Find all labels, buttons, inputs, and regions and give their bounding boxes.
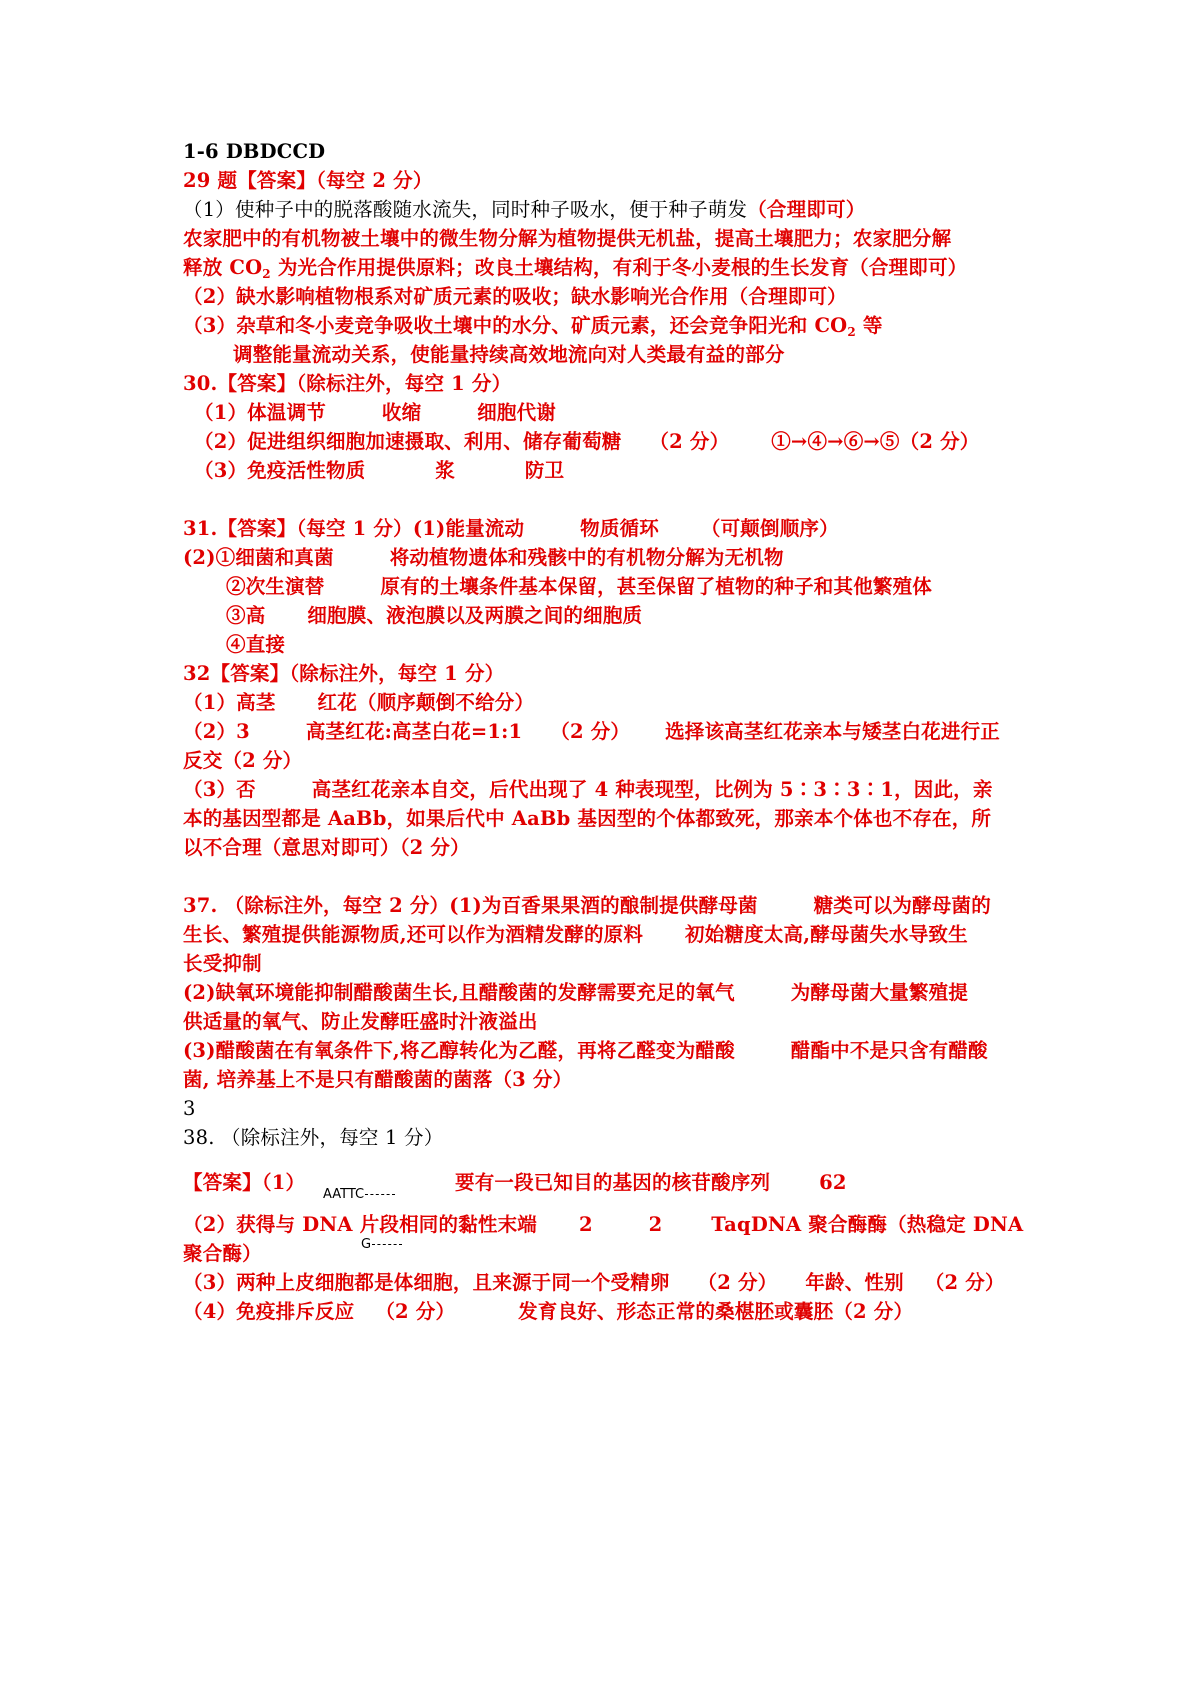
sticky-end-bottom-strand [323, 1237, 402, 1252]
q29-part1-text: （1）使种子中的脱落酸随水流失，同时种子吸水，便于种子萌发 [183, 198, 748, 221]
q30-score-note: （除标注外，每空 1 分） [296, 372, 512, 395]
q37-part3: (3)醋酸菌在有氧条件下,将乙醇转化为乙醛，再将乙醛变为醋酸 醋酯中不是只含有醋酸 [183, 1039, 988, 1062]
q31-part2-4: ④直接 [226, 633, 286, 656]
q32-part2-cont: 反交（2 分） [183, 749, 303, 772]
q29-part2: （2）缺水影响植物根系对矿质元素的吸收；缺水影响光合作用（合理即可） [183, 285, 847, 308]
mcq-answers: 1-6 DBDCCD [183, 140, 326, 163]
q29-header [183, 168, 433, 194]
sticky-end-bottom-seq: G [361, 1237, 372, 1252]
q29-title: 29 题【答案】 [183, 169, 317, 192]
q37-part2-cont: 供适量的氧气、防止发酵旺盛时汁液溢出 [183, 1010, 538, 1033]
q29-part3 [183, 313, 883, 345]
q37-header [183, 893, 991, 919]
q29-part3-subscript: 2 [847, 325, 856, 339]
q38-part2-cont: 聚合酶） [183, 1242, 262, 1265]
answer-line-1-6 [183, 139, 325, 165]
q31-part1: (1)能量流动 物质循环 （可颠倒顺序） [412, 517, 839, 540]
q31-title: 31.【答案】 [183, 517, 297, 540]
q32-part3: （3）否 高茎红花亲本自交，后代出现了 4 种表现型，比例为 5∶3∶3∶1，因此，亲 [183, 778, 993, 801]
q38-part1-answer: 要有一段已知目的基因的核苷酸序列 62 [455, 1171, 847, 1194]
q30-title: 30.【答案】 [183, 372, 297, 395]
sticky-end-top-dash [365, 1194, 395, 1195]
q29-part1-note: （合理即可） [747, 198, 866, 221]
q38-part4: （4）免疫排斥反应 （2 分） 发育良好、形态正常的桑椹胚或囊胚（2 分） [183, 1300, 914, 1323]
q31-header [183, 516, 839, 542]
q37-part1-cont2: 长受抑制 [183, 952, 262, 975]
q31-part2-3: ③高 细胞膜、液泡膜以及两膜之间的细胞质 [226, 604, 643, 627]
page-number: 3 [183, 1097, 196, 1120]
q31-part2-2: ②次生演替 原有的土壤条件基本保留，甚至保留了植物的种子和其他繁殖体 [226, 575, 933, 598]
q29-score-note: （每空 2 分） [316, 169, 433, 192]
q32-title: 32【答案】 [183, 662, 290, 685]
q32-part3-cont1: 本的基因型都是 AaBb，如果后代中 AaBb 基因型的个体都致死，那亲本个体也不存在，所 [183, 807, 992, 830]
q29-text-line4: 农家肥中的有机物被土壤中的微生物分解为植物提供无机盐，提高土壤肥力；农家肥分解 [183, 227, 952, 250]
q30-part3: （3）免疫活性物质 浆 防卫 [194, 459, 565, 482]
q30-part1: （1）体温调节 收缩 细胞代谢 [194, 401, 556, 424]
q32-score-note: （除标注外，每空 1 分） [289, 662, 505, 685]
q32-part3-cont2: 以不合理（意思对即可）（2 分） [183, 836, 470, 859]
q29-part3-tail: 等 [855, 314, 883, 337]
sticky-end-top-seq: AATTC [323, 1187, 365, 1202]
q29-co2-subscript: 2 [262, 267, 271, 281]
q37-part3-cont: 菌, 培养基上不是只有醋酸菌的菌落（3 分） [183, 1068, 573, 1091]
q37-part1: (1)为百香果果酒的酿制提供酵母菌 糖类可以为酵母菌的 [449, 894, 991, 917]
q37-score-note: 37. （除标注外，每空 2 分） [183, 894, 450, 917]
sticky-end-bottom-dash [372, 1244, 402, 1245]
q38-part2: （2）获得与 DNA 片段相同的黏性末端 2 2 TaqDNA 聚合酶酶（热稳定 DNA [183, 1213, 1024, 1236]
q38-header: 38. （除标注外，每空 1 分） [183, 1126, 444, 1149]
q29-part1 [183, 197, 865, 223]
q31-part2-1: (2)①细菌和真菌 将动植物遗体和残骸中的有机物分解为无机物 [183, 546, 784, 569]
q29-part3-line2: 调整能量流动关系，使能量持续高效地流向对人类最有益的部分 [233, 343, 785, 366]
q30-part2: （2）促进组织细胞加速摄取、利用、储存葡萄糖 （2 分） ①→④→⑥→⑤（2 分） [194, 430, 980, 453]
q29-part3-text: （3）杂草和冬小麦竞争吸收土壤中的水分、矿质元素，还会竞争阳光和 CO [183, 314, 848, 337]
q32-part2: （2）3 高茎红花:高茎白花=1:1 （2 分） 选择该高茎红花亲本与矮茎白花进行正 [183, 720, 1000, 743]
q29-co2-rest: 为光合作用提供原料；改良土壤结构，有利于冬小麦根的生长发育（合理即可） [270, 256, 968, 279]
q29-text-line5 [183, 255, 967, 287]
q38-part3: （3）两种上皮细胞都是体细胞，且来源于同一个受精卵 （2 分） 年龄、性别 （2 分） [183, 1271, 1005, 1294]
q37-part2: (2)缺氧环境能抑制醋酸菌生长,且醋酸菌的发酵需要充足的氧气 为酵母菌大量繁殖提 [183, 981, 969, 1004]
sticky-end-top-strand [323, 1187, 402, 1202]
q37-part1-cont1: 生长、繁殖提供能源物质,还可以作为酒精发酵的原料 初始糖度太高,酵母菌失水导致生 [183, 923, 968, 946]
q38-part1-label: 【答案】（1） [183, 1171, 306, 1194]
q32-header [183, 661, 504, 687]
q31-score-note: （每空 1 分） [296, 517, 413, 540]
q29-co2-label: 释放 CO [183, 256, 263, 279]
q32-part1: （1）高茎 红花（顺序颠倒不给分） [183, 691, 535, 714]
q30-header [183, 371, 511, 397]
